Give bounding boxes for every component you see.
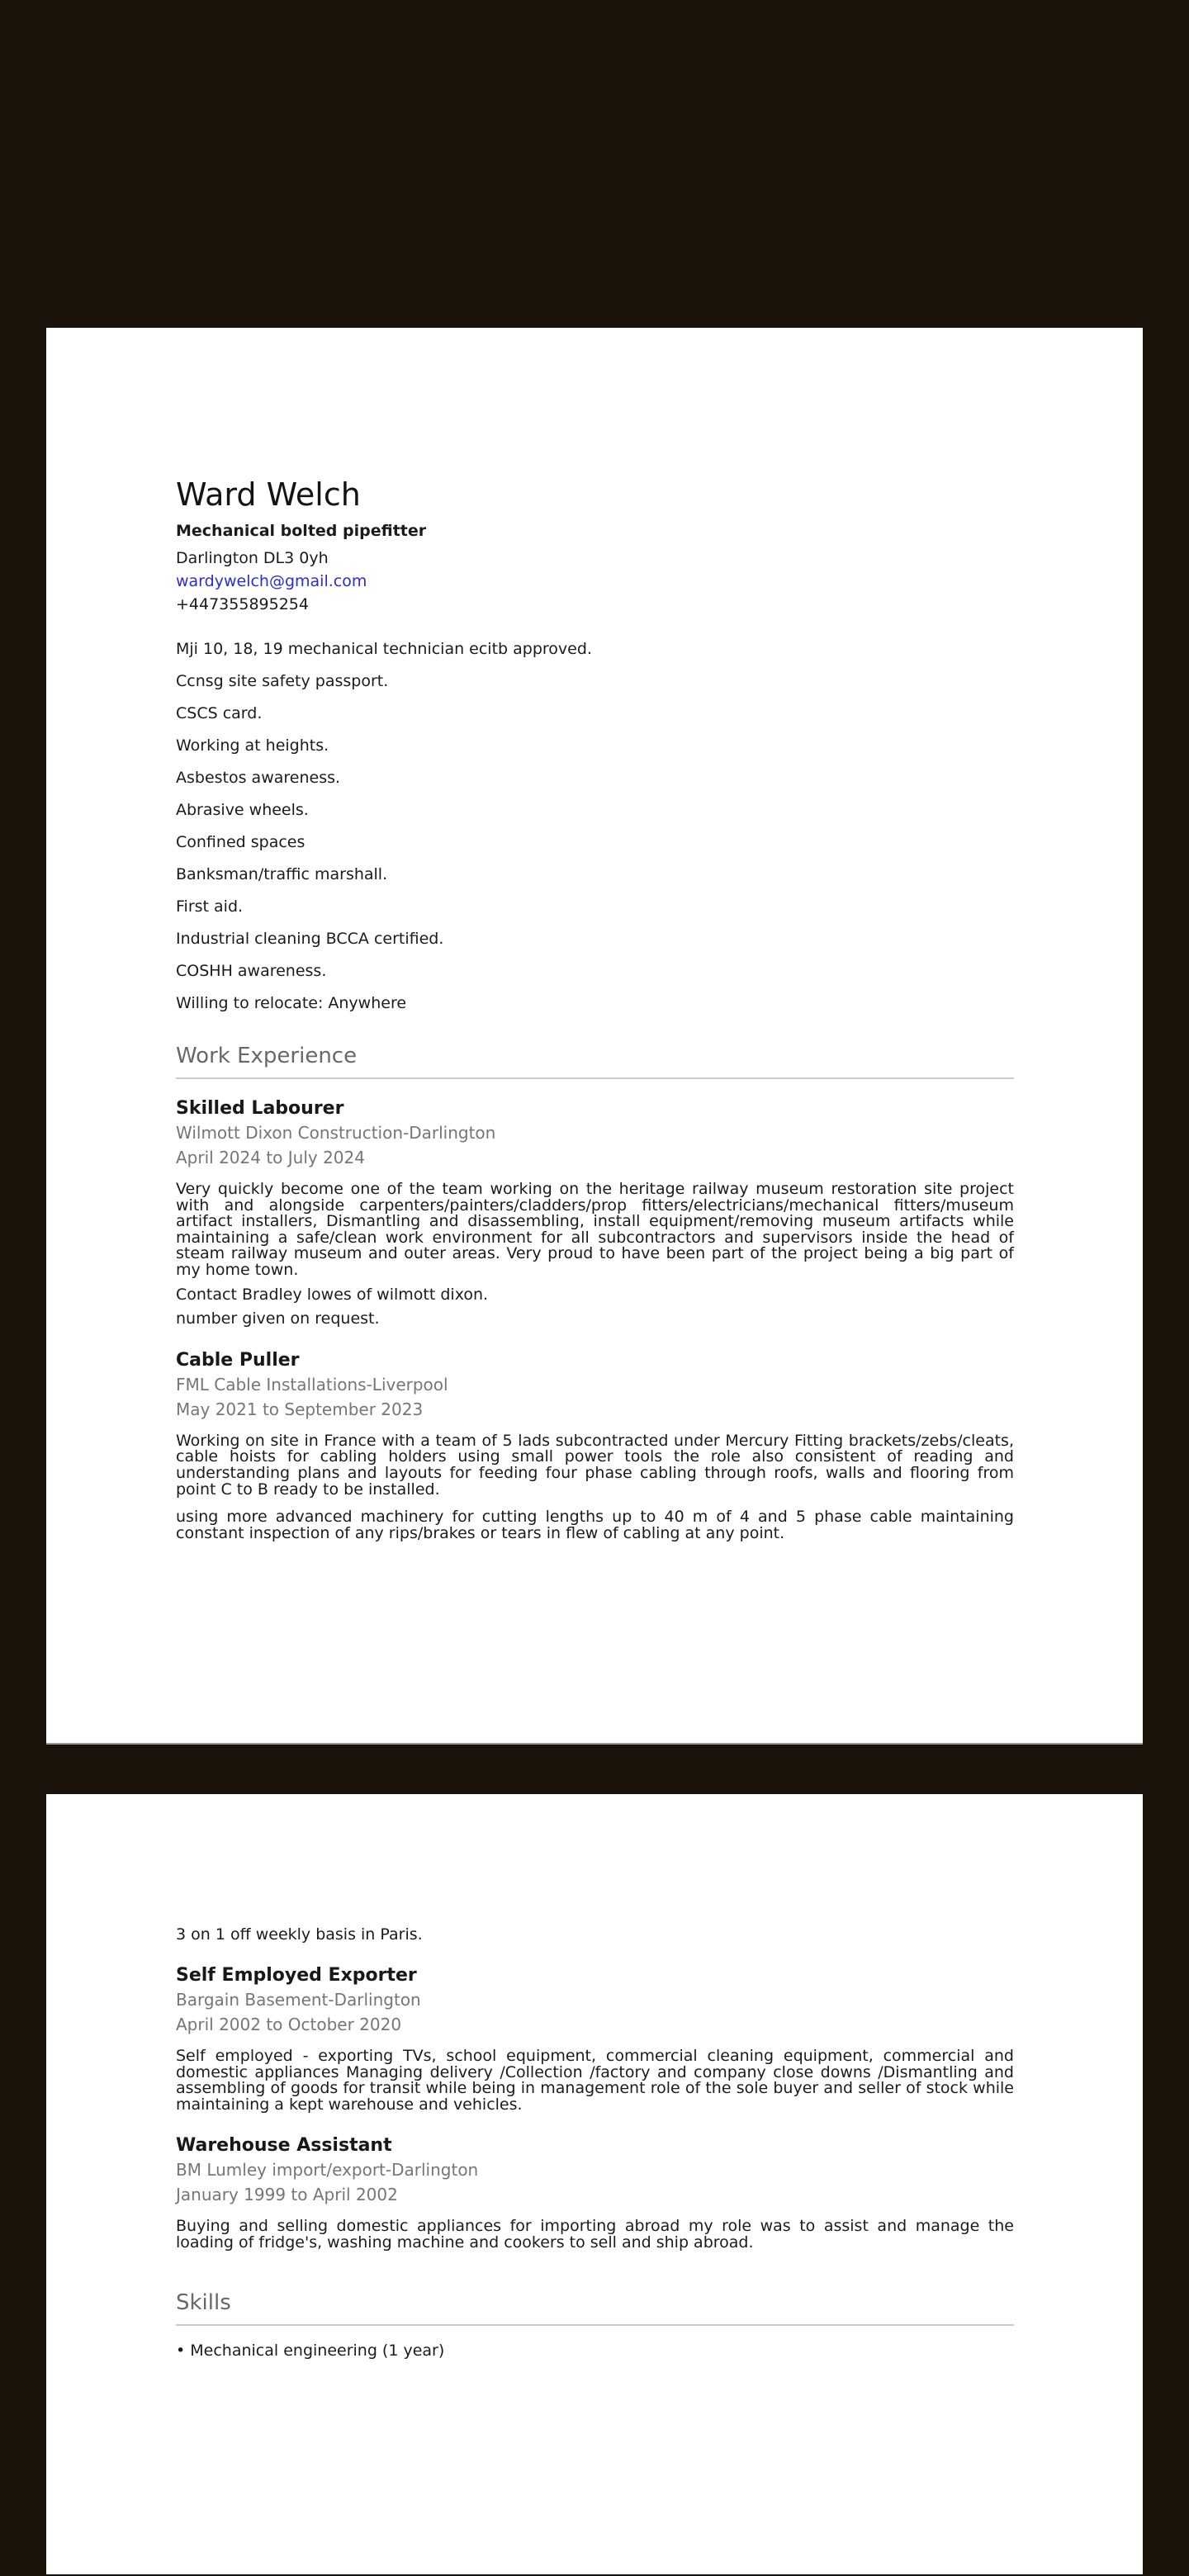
resume-page-1 <box>46 328 1143 1745</box>
contact-phone: +447355895254 <box>176 595 309 613</box>
job-entry <box>176 1097 1014 1328</box>
certification-item: CSCS card. <box>176 704 263 722</box>
skills-list <box>176 2342 1014 2359</box>
job-description <box>176 2218 1014 2251</box>
job-description <box>176 2048 1014 2113</box>
job-paragraph: Buying and selling domestic appliances for importing abroad my role was to assist and manage the loading of fridge's, washing machine and cookers to sell and ship abroad. <box>176 2217 1014 2252</box>
contact-block <box>176 547 1014 616</box>
certification-item: COSHH awareness. <box>176 962 327 980</box>
certification-item: Banksman/traffic marshall. <box>176 865 388 883</box>
job-company: FML Cable Installations-Liverpool <box>176 1374 448 1395</box>
certification-item: Ccnsg site safety passport. <box>176 672 389 690</box>
job-meta <box>176 1987 1014 2037</box>
job-company: Wilmott Dixon Construction-Darlington <box>176 1123 496 1143</box>
certification-item: Willing to relocate: Anywhere <box>176 994 407 1012</box>
certification-item: Abrasive wheels. <box>176 801 309 819</box>
job-dates: May 2021 to September 2023 <box>176 1399 424 1419</box>
job-title: Cable Puller <box>176 1349 300 1371</box>
resume-page-2 <box>46 1794 1143 2574</box>
job-note: Contact Bradley lowes of wilmott dixon. <box>176 1285 489 1304</box>
document-viewer <box>0 328 1189 2576</box>
job-company: Bargain Basement-Darlington <box>176 1990 421 2010</box>
certifications-list <box>176 641 1014 1011</box>
section-divider <box>176 2324 1014 2326</box>
job-entry <box>176 1349 1014 1542</box>
job-title: Warehouse Assistant <box>176 2135 392 2157</box>
certification-item: Confined spaces <box>176 833 306 851</box>
job-dates: April 2002 to October 2020 <box>176 2015 402 2034</box>
job-company: BM Lumley import/export-Darlington <box>176 2160 479 2181</box>
job-paragraph: Very quickly become one of the team working on the heritage railway museum restoration site project with and alongside carpenters/painters/cladders/prop fitters/electricians/mechanical fitters/museum artifact installers, Dismantling and disassembling, install equipment/removing museum artifacts while maintaining a safe/clean work environment for all subcontractors and supervisors inside the head of steam railway museum and outer areas. Very proud to have been part of the project being a big part of my home town. <box>176 1180 1014 1279</box>
skills-heading: Skills <box>176 2290 231 2315</box>
contact-location: Darlington DL3 0yh <box>176 549 329 567</box>
certification-item: Asbestos awareness. <box>176 769 341 787</box>
job-title: Self Employed Exporter <box>176 1965 417 1986</box>
job-description <box>176 1181 1014 1328</box>
job-paragraph: using more advanced machinery for cutting lengths up to 40 m of 4 and 5 phase cable maintaining constant inspection of any rips/brakes or tears in flew of cabling at any point. <box>176 1508 1014 1542</box>
job-paragraph: Self employed - exporting TVs, school equipment, commercial cleaning equipment, commercial and domestic appliances Managing delivery /Collection /factory and company close downs /Dismantling and assembling of goods for transit while being in management role of the sole buyer and seller of stock while maintaining a kept warehouse and vehicles. <box>176 2047 1014 2114</box>
bullet-icon: • <box>176 2341 186 2360</box>
job-entry <box>176 1964 1014 2113</box>
job-description <box>176 1433 1014 1542</box>
job-note: number given on request. <box>176 1309 380 1328</box>
skill-text: Mechanical engineering (1 year) <box>190 2341 445 2360</box>
certification-item: Industrial cleaning BCCA certified. <box>176 930 444 948</box>
job-meta <box>176 2157 1014 2207</box>
job-paragraph: Working on site in France with a team of 5 lads subcontracted under Mercury Fitting brackets/zebs/cleats, cable hoists for cabling holders using small power tools the role also consistent of reading and understanding plans and layouts for feeding four phase cabling through roofs, walls and flooring from point C to B ready to be installed. <box>176 1431 1014 1499</box>
certification-item: First aid. <box>176 897 244 916</box>
job-dates: April 2024 to July 2024 <box>176 1148 365 1167</box>
certification-item: Working at heights. <box>176 736 329 755</box>
job-meta <box>176 1120 1014 1170</box>
job-meta <box>176 1372 1014 1422</box>
continued-job-line: 3 on 1 off weekly basis in Paris. <box>176 1925 423 1944</box>
work-experience-heading: Work Experience <box>176 1044 358 1068</box>
job-title: Skilled Labourer <box>176 1098 344 1119</box>
resume-title: Mechanical bolted pipefitter <box>176 522 427 540</box>
job-entry <box>176 2134 1014 2251</box>
section-divider <box>176 1077 1014 1079</box>
job-dates: January 1999 to April 2002 <box>176 2185 398 2205</box>
resume-name: Ward Welch <box>176 476 361 513</box>
email-link[interactable]: wardywelch@gmail.com <box>176 572 367 590</box>
certification-item: Mji 10, 18, 19 mechanical technician ecitb approved. <box>176 640 592 658</box>
skill-item <box>176 2342 1014 2359</box>
contact-email-line <box>176 570 1014 593</box>
